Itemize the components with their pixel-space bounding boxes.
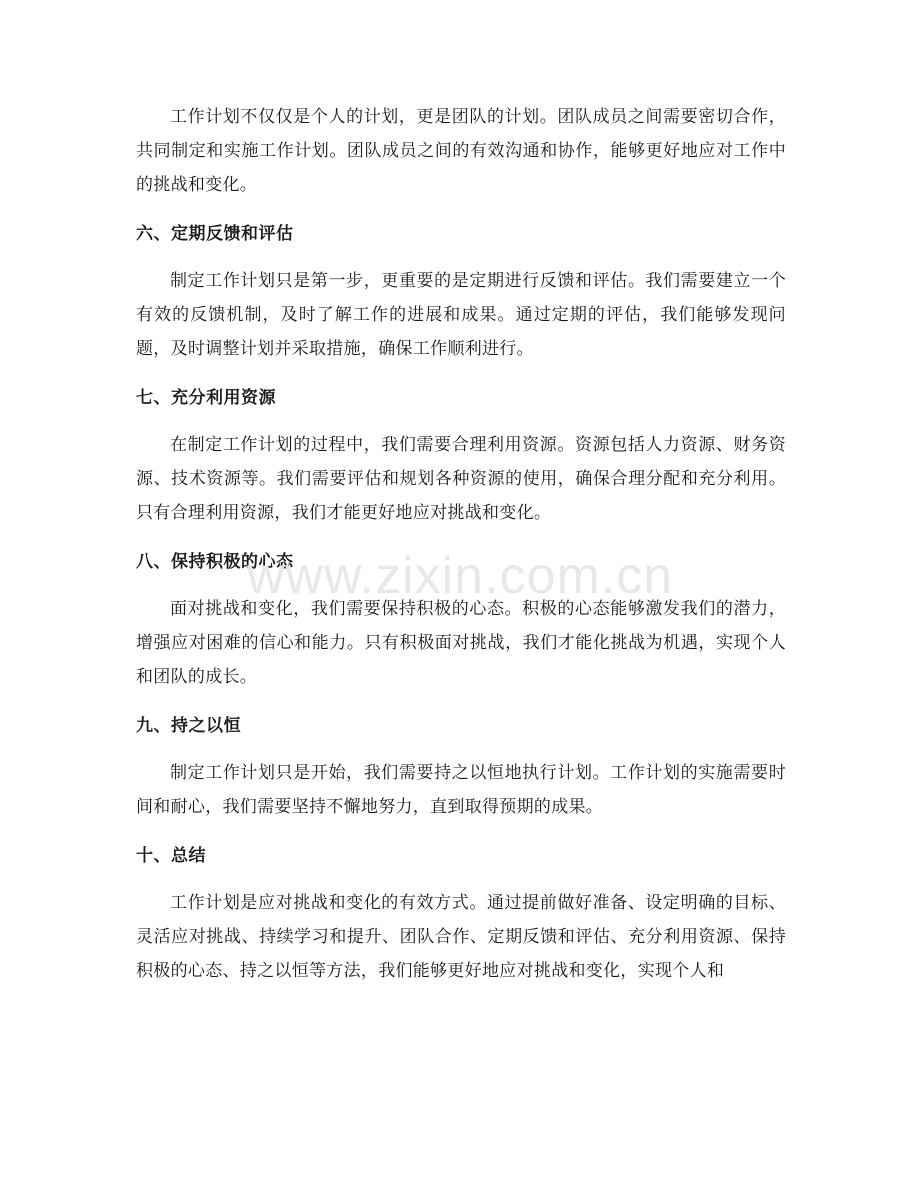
paragraph-use-resources: 在制定工作计划的过程中，我们需要合理利用资源。资源包括人力资源、财务资源、技术资源等。我们需要评估和规划各种资源的使用，确保合理分配和充分利用。只有合理利用资源，我们才能更好地应对挑战和变化。 xyxy=(136,435,786,523)
paragraph-team-plan: 工作计划不仅仅是个人的计划，更是团队的计划。团队成员之间需要密切合作，共同制定和实施工作计划。团队成员之间的有效沟通和协作，能够更好地应对工作中的挑战和变化。 xyxy=(136,107,786,195)
paragraph-summary: 工作计划是应对挑战和变化的有效方式。通过提前做好准备、设定明确的目标、灵活应对挑战、持续学习和提升、团队合作、定期反馈和评估、充分利用资源、保持积极的心态、持之以恒等方法，我们能够更好地应对挑战和变化，实现个人和 xyxy=(136,893,786,981)
paragraph-feedback-evaluation: 制定工作计划只是第一步，更重要的是定期进行反馈和评估。我们需要建立一个有效的反馈机制，及时了解工作的进展和成果。通过定期的评估，我们能够发现问题，及时调整计划并采取措施，确保工作顺利进行。 xyxy=(136,271,786,359)
paragraph-positive-attitude: 面对挑战和变化，我们需要保持积极的心态。积极的心态能够激发我们的潜力，增强应对困难的信心和能力。只有积极面对挑战，我们才能化挑战为机遇，实现个人和团队的成长。 xyxy=(136,599,786,687)
paragraph-persistence: 制定工作计划只是开始，我们需要持之以恒地执行计划。工作计划的实施需要时间和耐心，我们需要坚持不懈地努力，直到取得预期的成果。 xyxy=(136,763,786,817)
heading-persistence: 九、持之以恒 xyxy=(136,716,241,736)
document-body xyxy=(136,100,786,988)
heading-summary: 十、总结 xyxy=(136,846,206,866)
heading-feedback-evaluation: 六、定期反馈和评估 xyxy=(136,224,294,244)
watermark: www.zixin.com.cn xyxy=(246,547,674,605)
heading-positive-attitude: 八、保持积极的心态 xyxy=(136,552,294,572)
heading-use-resources: 七、充分利用资源 xyxy=(136,388,276,408)
